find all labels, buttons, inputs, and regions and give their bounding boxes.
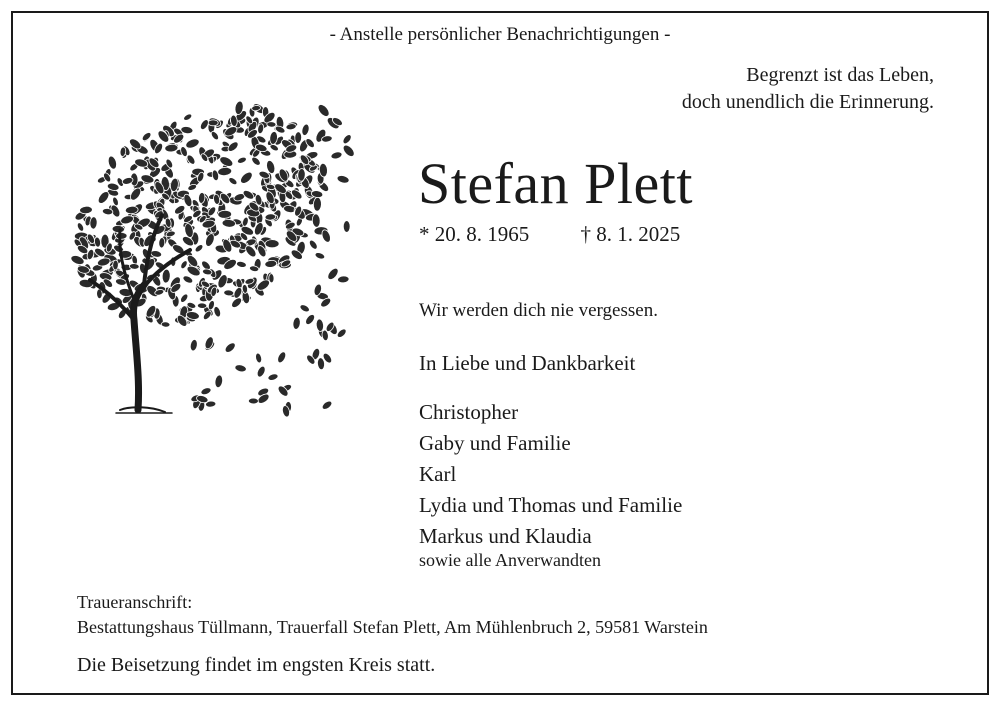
- notice-header: - Anstelle persönlicher Benachrichtigungen -: [329, 24, 671, 45]
- life-dates: [419, 222, 680, 247]
- windblown-tree-icon: [60, 80, 360, 420]
- mourner: Karl: [419, 462, 457, 486]
- mourner: Christopher: [419, 400, 519, 424]
- birth-date: * 20. 8. 1965: [419, 222, 530, 246]
- closing-phrase: In Liebe und Dankbarkeit: [419, 351, 636, 375]
- burial-note: Die Beisetzung findet im engsten Kreis statt.: [77, 654, 436, 676]
- death-date: † 8. 1. 2025: [580, 222, 681, 246]
- quote-line-2: doch unendlich die Erinnerung.: [681, 91, 934, 113]
- mourners-list: [419, 397, 682, 552]
- mourner: Gaby und Familie: [419, 431, 571, 455]
- mourner: Lydia und Thomas und Familie: [419, 493, 683, 517]
- quote-line-1: Begrenzt ist das Leben,: [746, 64, 934, 86]
- quote: [682, 62, 934, 116]
- remembrance-message: Wir werden dich nie vergessen.: [419, 300, 658, 321]
- deceased-name: Stefan Plett: [418, 151, 694, 216]
- address-label: Traueranschrift:: [77, 592, 193, 612]
- mourning-address: Bestattungshaus Tüllmann, Trauerfall Stefan Plett, Am Mühlenbruch 2, 59581 Warstein: [77, 617, 708, 637]
- relatives-note: sowie alle Anverwandten: [419, 550, 601, 570]
- mourner: Markus und Klaudia: [419, 524, 592, 548]
